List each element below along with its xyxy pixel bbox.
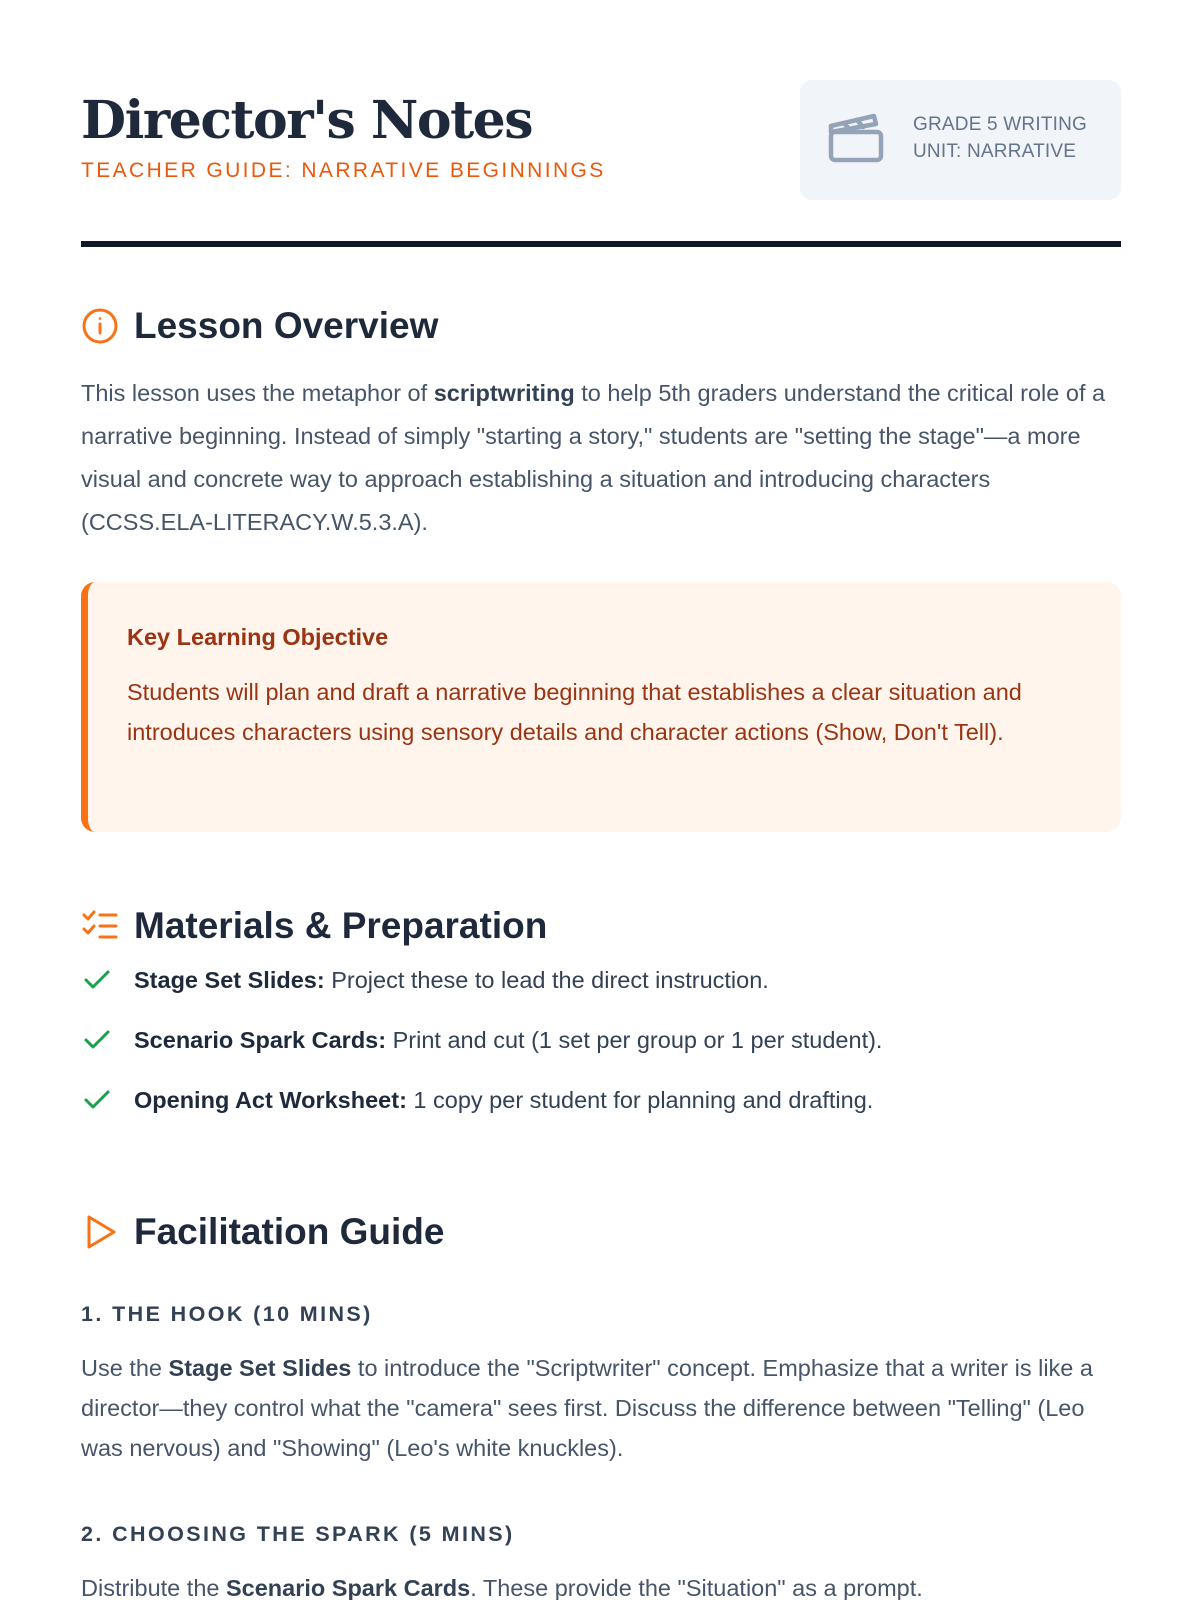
material-name: Scenario Spark Cards: bbox=[134, 1027, 387, 1053]
teacher-guide-page bbox=[81, 80, 1121, 1600]
step-body bbox=[81, 1568, 1131, 1600]
grade-label: GRADE 5 WRITING bbox=[913, 114, 1088, 135]
step-emphasis: Stage Set Slides bbox=[168, 1355, 352, 1381]
play-icon bbox=[81, 1213, 119, 1251]
step-text-end: to introduce the "Scriptwriter" concept. Emphasize that a writer is like a director—they control what the "camera" sees first. Discuss the difference between "Telling" (Leo was nervous) and "Showing" (Leo's white knuckles). bbox=[81, 1355, 1093, 1461]
section-title: Materials & Preparation bbox=[134, 905, 548, 946]
list-item bbox=[81, 1080, 1121, 1120]
step-emphasis: Scenario Spark Cards bbox=[225, 1575, 471, 1600]
checklist-icon bbox=[81, 907, 119, 945]
step-title: 1. THE HOOK (10 MINS) bbox=[81, 1302, 373, 1326]
check-icon bbox=[83, 1026, 111, 1054]
document-header bbox=[81, 80, 1121, 243]
material-description: Project these to lead the direct instruction. bbox=[324, 967, 769, 993]
step-body bbox=[81, 1348, 1131, 1468]
section-title: Lesson Overview bbox=[134, 305, 439, 346]
check-icon bbox=[83, 1086, 111, 1114]
check-icon bbox=[83, 966, 111, 994]
step-text-start: Use the bbox=[81, 1355, 169, 1381]
material-name: Stage Set Slides: bbox=[134, 967, 325, 993]
overview-paragraph bbox=[81, 372, 1121, 544]
objective-body: Students will plan and draft a narrative beginning that establishes a clear situation and introduces characters using sensory details and character actions (Show, Don't Tell). bbox=[127, 679, 1022, 745]
overview-text-start: This lesson uses the metaphor of bbox=[81, 380, 434, 406]
material-description: 1 copy per student for planning and drafting. bbox=[406, 1087, 874, 1113]
header-divider bbox=[81, 241, 1121, 247]
step-text-start: Distribute the bbox=[81, 1575, 226, 1600]
clapperboard-icon bbox=[824, 104, 888, 168]
step-text-end: . These provide the "Situation" as a prompt. bbox=[470, 1575, 923, 1600]
page-title: Director's Notes bbox=[81, 90, 532, 151]
material-description: Print and cut (1 set per group or 1 per student). bbox=[386, 1027, 883, 1053]
info-icon bbox=[81, 307, 119, 345]
objective-title: Key Learning Objective bbox=[127, 624, 389, 650]
list-item bbox=[81, 1020, 1121, 1060]
section-title: Facilitation Guide bbox=[134, 1211, 445, 1252]
page-subtitle: TEACHER GUIDE: NARRATIVE BEGINNINGS bbox=[81, 159, 606, 182]
grade-unit-card bbox=[800, 80, 1121, 200]
list-item bbox=[81, 960, 1121, 1000]
step-title: 2. CHOOSING THE SPARK (5 MINS) bbox=[81, 1522, 515, 1546]
material-name: Opening Act Worksheet: bbox=[134, 1087, 407, 1113]
overview-emphasis: scriptwriting bbox=[433, 380, 575, 406]
objective-callout bbox=[81, 582, 1121, 832]
unit-label: UNIT: NARRATIVE bbox=[913, 141, 1077, 162]
overview-text-end: to help 5th graders understand the critical role of a narrative beginning. Instead of simply "starting a story," students are "setting the stage"—a more visual and concrete way to approach establishing a situation and introducing characters (CCSS.ELA-LITERACY.W.5.3.A). bbox=[81, 380, 1106, 535]
